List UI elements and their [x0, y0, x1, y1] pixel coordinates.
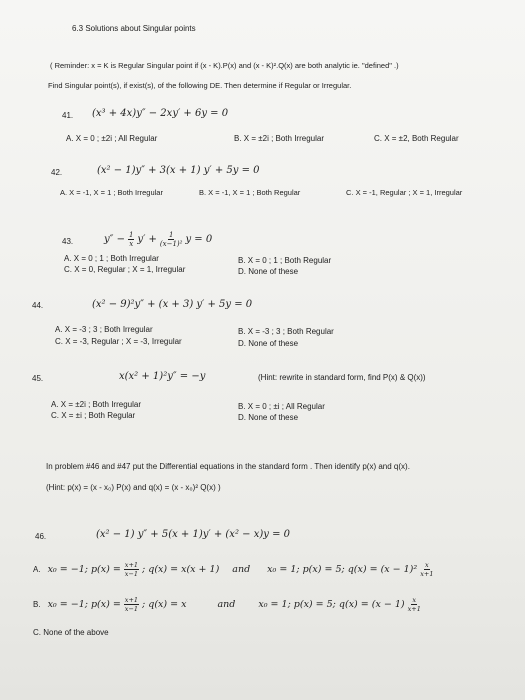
fraction-x-over-x-plus-1: x x+1 [407, 595, 421, 613]
q43-option-a[interactable]: A. X = 0 ; 1 ; Both Irregular [64, 254, 159, 263]
q46-option-b[interactable]: B. x₀ = −1; p(x) = $\frac{x+1}{x-1}$ ; q(x) = x and x₀ = 1; p(x) = 5; q(x) = (x − 1) x x+1 [33, 595, 421, 613]
q43-option-d[interactable]: D. None of these [238, 267, 299, 276]
question-42-number: 42. [51, 168, 63, 177]
question-46-number: 46. [35, 532, 47, 541]
fraction-1-over-x-minus-1-squared: $\frac{1}{\text{(x−1)²}}$ [159, 230, 183, 248]
q45-option-b[interactable]: B. X = 0 ; ±i ; All Regular [238, 402, 325, 411]
fraction-x-plus-1-over-x-minus-1: $\frac{x+1}{x-1}$ [124, 560, 139, 578]
question-44-equation: (x² − 9)²y″ + (x + 3) y′ + 5y = 0 [92, 299, 253, 310]
question-42-equation: (x² − 1)y″ + 3(x + 1) y′ + 5y = 0 [97, 165, 260, 176]
q42-option-b[interactable]: B. X = -1, X = 1 ; Both Regular [199, 188, 301, 197]
problem-instruction: In problem #46 and #47 put the Differential equations in the standard form . Then identify p(x) and q(x). [46, 462, 410, 471]
fraction-x-over-x-plus-1: x x+1 [420, 560, 434, 578]
q44-option-d[interactable]: D. None of these [238, 339, 299, 348]
question-45-number: 45. [32, 374, 44, 383]
question-44-number: 44. [32, 301, 44, 310]
reminder-text: ( Reminder: x = K is Regular Singular point if (x - K).P(x) and (x - K)².Q(x) are both analytic ie. "defined" .) [50, 61, 399, 70]
q43-option-c[interactable]: C. X = 0, Regular ; X = 1, Irregular [64, 265, 186, 274]
q42-option-c[interactable]: C. X = -1, Regular ; X = 1, Irregular [346, 188, 463, 197]
page-title: 6.3 Solutions about Singular points [72, 24, 196, 33]
question-45-hint: (Hint: rewrite in standard form, find P(x) & Q(x)) [258, 373, 426, 382]
fraction-1-over-x: $\frac{1}{x}$ [128, 230, 134, 248]
q45-option-d[interactable]: D. None of these [238, 413, 299, 422]
q44-option-b[interactable]: B. X = -3 ; 3 ; Both Regular [238, 327, 334, 336]
question-43-equation: y″ − $\frac{1}{x}$ y′ + $\frac{1}{\text{(x−1)²}}$ y = 0 [104, 230, 213, 248]
q42-option-a[interactable]: A. X = -1, X = 1 ; Both Irregular [60, 188, 163, 197]
fraction-x-plus-1-over-x-minus-1: $\frac{x+1}{x-1}$ [124, 595, 139, 613]
question-41-equation: (x³ + 4x)y″ − 2xy′ + 6y = 0 [92, 108, 229, 119]
question-43-number: 43. [62, 237, 74, 246]
q43-option-b[interactable]: B. X = 0 ; 1 ; Both Regular [238, 256, 332, 265]
question-45-equation: x(x² + 1)²y″ = −y [119, 371, 206, 382]
q41-option-c[interactable]: C. X = ±2, Both Regular [374, 134, 459, 143]
q45-option-a[interactable]: A. X = ±2i ; Both Irregular [51, 400, 141, 409]
q41-option-b[interactable]: B. X = ±2i ; Both Irregular [234, 134, 324, 143]
q46-option-c[interactable]: C. None of the above [33, 628, 109, 637]
instruction-text: Find Singular point(s), if exist(s), of the following DE. Then determine if Regular or Irregular. [48, 81, 352, 90]
question-41-number: 41. [62, 111, 74, 120]
q46-option-a[interactable]: A. x₀ = −1; p(x) = $\frac{x+1}{x-1}$ ; q(x) = x(x + 1) and x₀ = 1; p(x) = 5; q(x) = (x − 1)² x x+1 [33, 560, 434, 578]
question-46-equation: (x² − 1) y″ + 5(x + 1)y′ + (x² − x)y = 0 [96, 529, 290, 540]
q44-option-a[interactable]: A. X = -3 ; 3 ; Both Irregular [55, 325, 153, 334]
hint-formulas: (Hint: p(x) = (x - x₀) P(x) and q(x) = (x - x₀)² Q(x) ) [46, 483, 221, 492]
q44-option-c[interactable]: C. X = -3, Regular ; X = -3, Irregular [55, 337, 182, 346]
q45-option-c[interactable]: C. X = ±i ; Both Regular [51, 411, 136, 420]
q41-option-a[interactable]: A. X = 0 ; ±2i ; All Regular [66, 134, 158, 143]
